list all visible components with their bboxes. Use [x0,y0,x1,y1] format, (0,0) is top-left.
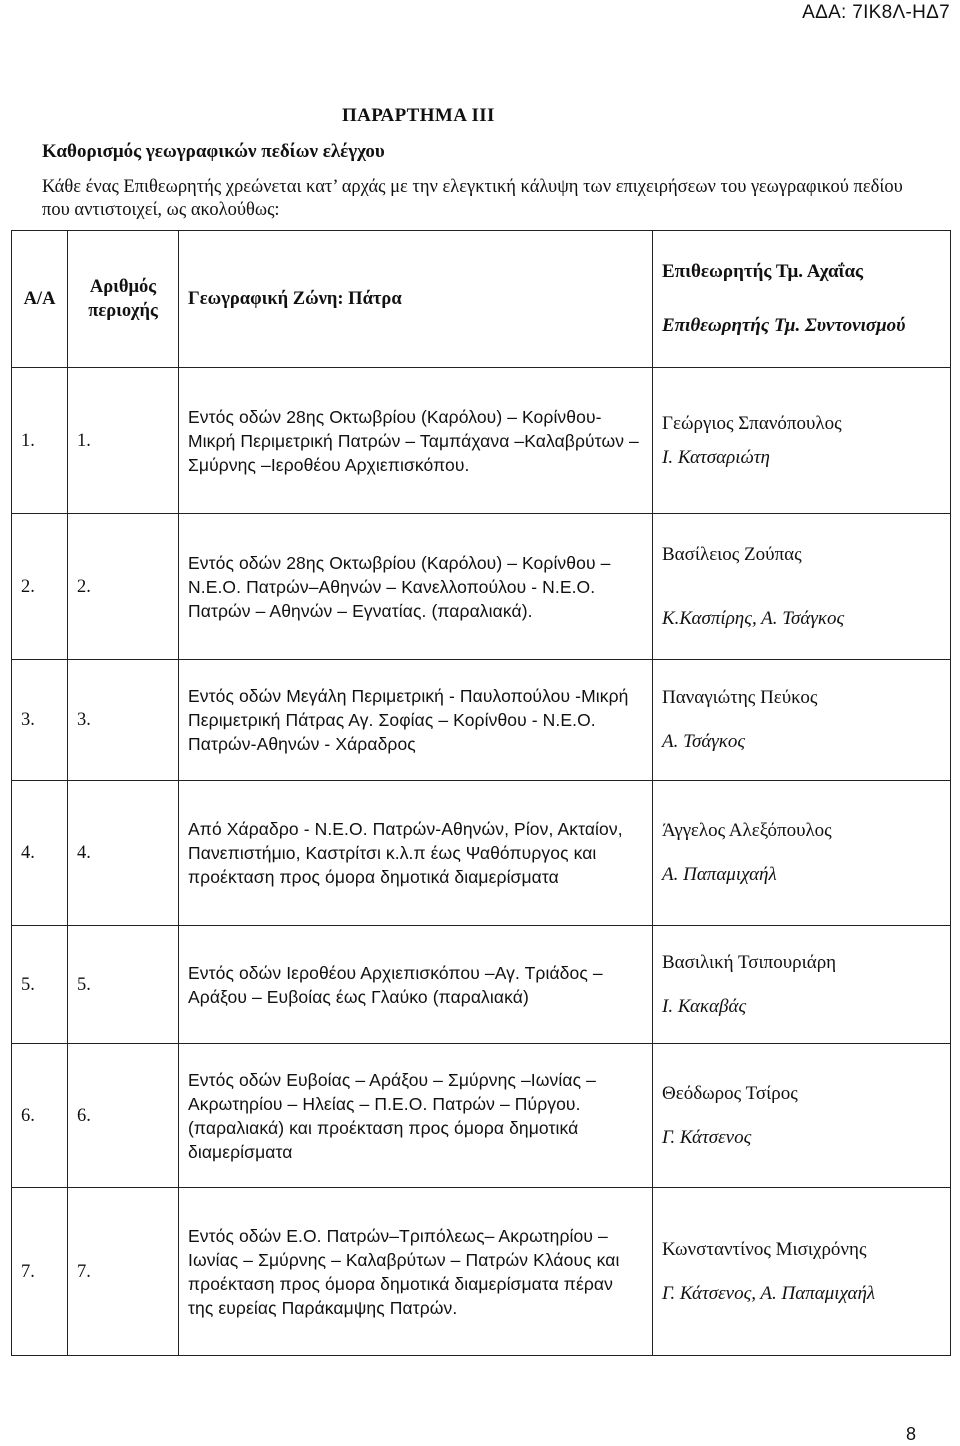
annex-title: ΠΑΡΑΡΤΗΜΑ ΙΙΙ [342,105,495,126]
row-aa: 3. [12,660,68,781]
table-row [12,1044,951,1188]
intro-paragraph: Κάθε ένας Επιθεωρητής χρεώνεται κατ’ αρχάς με την ελεγκτική κάλυψη των επιχειρήσεων του γεωγραφικού πεδίου που αντιστοιχεί, ως ακολούθως: [42,177,903,220]
coordinator-name: Α. Παπαμιχαήλ [662,864,777,885]
row-area-number: 5. [68,926,179,1044]
coordinator-name: Ι. Κατσαριώτη [662,446,770,468]
coordinator-name: Γ. Κάτσενος, Α. Παπαμιχαήλ [662,1282,876,1304]
row-aa: 2. [12,514,68,660]
row-area-number: 3. [68,660,179,781]
inspector-name: Βασίλειος Ζούπας [662,543,802,565]
inspector-name: Παναγιώτης Πεύκος [662,687,818,708]
row-area-number: 6. [68,1044,179,1188]
row-aa: 7. [12,1188,68,1356]
table-row [12,926,951,1044]
header-aa: Α/Α [12,231,68,368]
header-area-number: Αριθμός περιοχής [68,231,179,368]
row-aa: 1. [12,368,68,514]
header-geographic-zone: Γεωγραφική Ζώνη: Πάτρα [179,231,653,368]
row-zone-description [179,368,653,514]
row-inspectors [653,660,951,781]
zone-description-text: Εντός οδών Ευβοίας – Αράξου – Σμύρνης –Ιωνίας – Ακρωτηρίου – Ηλείας – Π.Ε.Ο. Πατρών – Πύργου. (παραλιακά) και προέκταση προς όμορα δημοτικά διαμερίσματα [188,1069,596,1162]
inspector-name: Κωνσταντίνος Μισιχρόνης [662,1238,867,1260]
zone-description-text: Εντός οδών Ε.Ο. Πατρών–Τριπόλεως– Ακρωτηρίου – Ιωνίας – Σμύρνης – Καλαβρύτων – Πατρών Κλάους και προέκταση προς όμορα δημοτικά διαμερίσματα πέραν της ευρείας Παράκαμψης Πατρών. [188,1225,620,1318]
header-inspector-achaia: Επιθεωρητής Τμ. Αχαΐας [662,261,864,282]
row-area-number: 1. [68,368,179,514]
row-area-number: 2. [68,514,179,660]
inspector-name: Βασιλική Τσιπουριάρη [662,951,837,973]
row-aa: 4. [12,781,68,926]
inspector-name: Θεόδωρος Τσίρος [662,1082,798,1104]
zone-description-text: Εντός οδών Ιεροθέου Αρχιεπισκόπου –Αγ. Τριάδος – Αράξου – Ευβοίας έως Γλαύκο (παραλιακά) [188,962,603,1007]
table-row [12,781,951,926]
row-aa: 6. [12,1044,68,1188]
table-row [12,1188,951,1356]
inspector-name: Γεώργιος Σπανόπουλος [662,412,842,434]
row-inspectors [653,781,951,926]
coordinator-name: Α. Τσάγκος [662,731,746,752]
table-header-row [12,231,951,368]
row-zone-description [179,926,653,1044]
zone-description-text: Εντός οδών 28ης Οκτωβρίου (Καρόλου) – Κορίνθου- Μικρή Περιμετρική Πατρών – Ταμπάχανα –Καλαβρύτων –Σμύρνης –Ιεροθέου Αρχιεπισκόπου. [188,406,639,475]
ada-code: ΑΔΑ: 7ΙΚ8Λ-ΗΔ7 [802,2,950,23]
table-row [12,368,951,514]
table-row [12,514,951,660]
row-inspectors [653,368,951,514]
zone-description-text: Από Χάραδρο - Ν.Ε.Ο. Πατρών-Αθηνών, Ρίον, Ακταίον, Πανεπιστήμιο, Καστρίτσι κ.λ.π έως Ψαθόπυργος και προέκταση προς όμορα δημοτικά διαμερίσματα [188,819,623,887]
header-inspectors [653,231,951,368]
row-zone-description [179,1044,653,1188]
inspector-name: Άγγελος Αλεξόπουλος [662,820,832,841]
row-inspectors [653,514,951,660]
row-area-number: 4. [68,781,179,926]
row-aa: 5. [12,926,68,1044]
row-inspectors [653,926,951,1044]
row-area-number: 7. [68,1188,179,1356]
row-inspectors [653,1044,951,1188]
header-inspector-coordination: Επιθεωρητής Τμ. Συντονισμού [662,315,906,336]
row-zone-description [179,781,653,926]
zone-description-text: Εντός οδών Μεγάλη Περιμετρική - Παυλοπούλου -Μικρή Περιμετρική Πάτρας Αγ. Σοφίας – Κορίνθου - Ν.Ε.Ο. Πατρών-Αθηνών - Χάραδρος [188,686,629,754]
coordinator-name: Κ.Κασπίρης, Α. Τσάγκος [662,607,845,629]
page-number: 8 [906,1424,917,1444]
coordinator-name: Γ. Κάτσενος [662,1126,752,1148]
row-inspectors [653,1188,951,1356]
section-title: Καθορισμός γεωγραφικών πεδίων ελέγχου [42,141,385,162]
zones-table [11,230,951,1356]
zone-description-text: Εντός οδών 28ης Οκτωβρίου (Καρόλου) – Κορίνθου – Ν.Ε.Ο. Πατρών–Αθηνών – Κανελλοπούλου - Ν.Ε.Ο. Πατρών – Αθηνών – Εγνατίας. (παραλιακά). [188,552,611,621]
table-row [12,660,951,781]
row-zone-description [179,514,653,660]
row-zone-description [179,1188,653,1356]
row-zone-description [179,660,653,781]
coordinator-name: Ι. Κακαβάς [662,995,747,1017]
